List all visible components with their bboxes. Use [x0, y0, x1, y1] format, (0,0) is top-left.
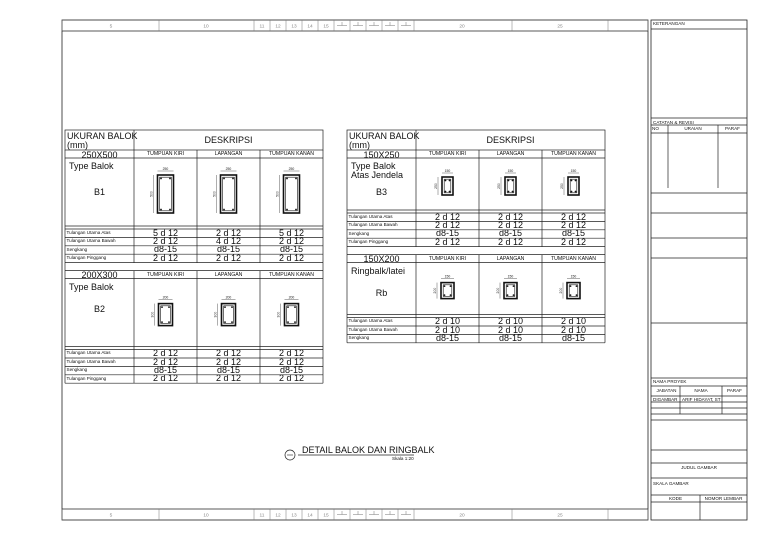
ruler-top-label-20: 20	[459, 24, 465, 30]
cell-value: 2 d 12	[560, 219, 587, 230]
cell-value: 5 d 12	[278, 227, 305, 238]
cell-value: 2 d 12	[152, 252, 179, 263]
cell-value: d8-15	[435, 228, 460, 239]
size-label: UKURAN BALOK (mm)	[349, 130, 420, 150]
rebar-dot	[450, 294, 452, 296]
beam-section-B1-2	[276, 167, 300, 213]
ruler-top-label-25: 25	[557, 24, 563, 30]
beam-type-Rb: Ringbalk/latei	[351, 265, 406, 276]
cell-value: 2 d 12	[497, 211, 524, 222]
dim-width-label: 200	[288, 295, 295, 300]
rebar-dot	[224, 306, 226, 308]
ruler-top-label-10: 10	[203, 24, 209, 30]
detail-scale: Skala 1:20	[392, 456, 414, 461]
cell-value: 2 d 12	[560, 211, 587, 222]
row-label: Tulangan Pinggang	[348, 239, 389, 244]
ruler-bottom-label-10: 10	[203, 513, 209, 519]
rebar-dot	[161, 306, 163, 308]
cell-value: d8-15	[279, 244, 304, 255]
dim-width-label: 150	[444, 274, 451, 279]
cell-value: 2 d 10	[434, 324, 461, 335]
col-header-1: LAPANGAN	[496, 255, 525, 262]
tb-sheet-title-label: JUDUL GAMBAR	[681, 464, 717, 470]
tb-sign-col-sign: PARAF	[727, 387, 742, 393]
tb-sign-col-role: JABATAN	[656, 387, 677, 393]
cell-value: 2 d 12	[278, 373, 305, 384]
rebar-dot	[169, 178, 171, 180]
rebar-dot	[576, 285, 578, 287]
cell-value: 2 d 10	[497, 324, 524, 335]
row-label: Tulangan Utama Bawah	[348, 326, 398, 332]
cell-value: d8-15	[498, 228, 523, 239]
rebar-dot	[286, 209, 288, 211]
cell-value: d8-15	[561, 228, 586, 239]
cell-value: d8-15	[279, 364, 304, 375]
beam-type-B2: Type Balok	[69, 281, 114, 292]
rebar-dot	[169, 209, 171, 211]
rebar-dot	[160, 209, 162, 211]
tb-code-label: KODE	[668, 496, 683, 501]
cell-value: d8-15	[153, 364, 178, 375]
cell-value: 2 d 12	[434, 211, 461, 222]
rebar-dot	[444, 285, 446, 287]
cell-value: d8-15	[435, 332, 460, 343]
cell-value: 2 d 12	[497, 236, 524, 247]
rebar-dot	[570, 294, 572, 296]
cell-value: 2 d 12	[215, 252, 242, 263]
beam-code-B1: B1	[93, 187, 105, 197]
ruler-bottom-label-12: 12	[275, 513, 281, 519]
cell-value: 2 d 12	[434, 236, 461, 247]
col-header-1: LAPANGAN	[214, 271, 243, 278]
col-header-2: TUMPUAN KANAN	[269, 271, 314, 278]
cell-value: 2 d 12	[278, 235, 305, 246]
cell-value: 2 d 12	[278, 348, 305, 359]
dim-height-label: 200	[559, 287, 563, 294]
cell-value: 2 d 12	[215, 227, 242, 238]
ruler-top-label-14: 14	[307, 24, 313, 30]
col-header-0: TUMPUAN KIRI	[428, 151, 467, 157]
row-label: Sengkang	[348, 230, 370, 236]
rebar-dot	[507, 294, 509, 296]
dim-width-label: 250	[162, 166, 169, 171]
tb-sign-col-name: NAMA	[694, 387, 708, 393]
rebar-dot	[445, 180, 447, 182]
rebar-dot	[223, 178, 225, 180]
titleblock-border	[651, 20, 747, 520]
description-header: DESKRIPSI	[204, 135, 253, 145]
tb-rev-col-desc: URAIAN	[684, 125, 702, 131]
dim-height-label: 500	[212, 191, 217, 197]
col-header-2: TUMPUAN KANAN	[269, 151, 314, 157]
beam-section-B3-0	[434, 169, 453, 195]
cell-value: 2 d 12	[278, 356, 305, 367]
rebar-dot	[575, 180, 577, 182]
rebar-dot	[512, 180, 514, 182]
rebar-dot	[575, 191, 577, 193]
row-label: Tulangan Pinggang	[66, 375, 107, 381]
row-label: Tulangan Utama Atas	[348, 318, 393, 324]
cell-value: d8-15	[153, 244, 178, 255]
beam-code-B2: B2	[93, 303, 105, 314]
dim-height-label: 250	[560, 183, 564, 189]
ruler-bottom-label-14: 14	[307, 513, 313, 519]
cell-value: 2 d 12	[215, 373, 242, 384]
tb-sign-name: ARIF HIDAYAT, ST	[682, 396, 721, 402]
tb-sheet-number-label: NOMOR LEMBAR	[704, 496, 743, 501]
rebar-dot	[294, 321, 296, 323]
rebar-dot	[294, 306, 296, 308]
row-label: Tulangan Utama Atas	[348, 213, 393, 219]
dim-height-label: 500	[275, 191, 280, 197]
row-label: Tulangan Utama Bawah	[348, 222, 398, 228]
rebar-dot	[295, 178, 297, 180]
beam-size-B1: 250X500	[81, 149, 118, 160]
dim-width-label: 250	[288, 166, 295, 171]
beam-section-B1-0	[150, 167, 174, 213]
dim-width-label: 150	[444, 168, 451, 173]
dim-width-label: 150	[570, 168, 577, 173]
rebar-dot	[168, 306, 170, 308]
col-header-2: TUMPUAN KANAN	[551, 151, 596, 157]
dim-width-label: 200	[162, 295, 169, 300]
rebar-dot	[161, 321, 163, 323]
row-label: Sengkang	[66, 367, 88, 373]
row-label: Tulangan Utama Atas	[66, 229, 111, 235]
ruler-top-label-5: 5	[109, 24, 113, 30]
size-label: UKURAN BALOK (mm)	[67, 130, 138, 150]
ruler-bottom-label-11: 11	[259, 513, 265, 519]
rebar-dot	[231, 321, 233, 323]
tb-top-label: KETERANGAN	[653, 21, 685, 26]
rebar-dot	[232, 178, 234, 180]
dim-height-label: 250	[497, 183, 501, 189]
dim-width-label: 150	[570, 274, 577, 279]
cell-value: d8-15	[561, 332, 586, 343]
ruler-bottom-label-13: 13	[291, 513, 297, 519]
rebar-dot	[287, 306, 289, 308]
rebar-dot	[570, 285, 572, 287]
rebar-dot	[508, 180, 510, 182]
rebar-dot	[168, 321, 170, 323]
rebar-dot	[571, 191, 573, 193]
tb-project-label: NAMA PROYEK	[653, 379, 687, 384]
rebar-dot	[160, 178, 162, 180]
dim-height-label: 500	[149, 191, 154, 197]
dim-height-label: 300	[150, 311, 155, 318]
beam-section-B2-0	[151, 295, 173, 325]
row-label: Tulangan Utama Bawah	[66, 358, 116, 364]
tb-rev-col-sign: PARAF	[725, 125, 740, 131]
ruler-top-label-11: 11	[259, 24, 265, 30]
cell-value: 2 d 12	[434, 219, 461, 230]
rebar-dot	[295, 209, 297, 211]
beam-size-Rb: 150X200	[363, 254, 400, 265]
rebar-dot	[507, 285, 509, 287]
row-label: Tulangan Utama Bawah	[66, 238, 116, 244]
section-outline	[505, 177, 516, 195]
description-header: DESKRIPSI	[486, 135, 535, 145]
beam-section-B2-2	[277, 295, 299, 325]
rebar-dot	[223, 209, 225, 211]
ruler-bottom-label-25: 25	[557, 513, 563, 519]
section-outline	[442, 177, 453, 195]
cell-value: 2 d 12	[497, 219, 524, 230]
cell-value: 2 d 10	[560, 316, 587, 327]
col-header-2: TUMPUAN KANAN	[551, 255, 596, 262]
cell-value: 2 d 10	[560, 324, 587, 335]
cell-value: 4 d 12	[215, 235, 242, 246]
rebar-dot	[576, 294, 578, 296]
title-block	[651, 29, 747, 520]
col-header-0: TUMPUAN KIRI	[146, 151, 185, 157]
cell-value: 2 d 10	[434, 316, 461, 327]
beam-size-B3: 150X250	[363, 149, 400, 160]
col-header-0: TUMPUAN KIRI	[428, 255, 467, 262]
rebar-dot	[444, 294, 446, 296]
rebar-dot	[224, 321, 226, 323]
cell-value: d8-15	[216, 244, 241, 255]
dim-height-label: 300	[276, 311, 281, 318]
beam-size-B2: 200X300	[81, 270, 118, 281]
tb-rev-col-no: NO	[652, 125, 659, 131]
beam-code-Rb: Rb	[375, 287, 388, 298]
rebar-dot	[287, 321, 289, 323]
cell-value: 2 d 12	[152, 235, 179, 246]
dim-width-label: 200	[225, 295, 232, 300]
tb-scale-label: SKALA GAMBAR	[653, 481, 689, 486]
beam-section-Rb-1	[496, 274, 517, 298]
ruler-bottom-label-20: 20	[459, 513, 465, 519]
beam-type-B3: Type Balok Atas Jendela	[351, 161, 404, 180]
ruler-bottom-label-15: 15	[323, 513, 329, 519]
beam-code-B3: B3	[375, 187, 387, 197]
ruler-top-label-13: 13	[291, 24, 297, 30]
cell-value: d8-15	[216, 364, 241, 375]
ruler-top-label-15: 15	[323, 24, 329, 30]
dim-width-label: 150	[507, 168, 514, 173]
dim-height-label: 300	[213, 311, 218, 318]
rebar-dot	[449, 191, 451, 193]
beam-section-B1-1	[213, 167, 237, 213]
rebar-dot	[449, 180, 451, 182]
cell-value: 5 d 12	[152, 227, 179, 238]
rebar-dot	[513, 294, 515, 296]
tb-sign-role: DIGAMBAR	[653, 396, 678, 402]
rebar-dot	[513, 285, 515, 287]
dim-height-label: 200	[496, 287, 500, 294]
rebar-dot	[231, 306, 233, 308]
rebar-dot	[512, 191, 514, 193]
row-label: Tulangan Utama Atas	[66, 350, 111, 356]
ruler-top	[62, 20, 648, 31]
tb-revision-label: CATATAN & REVISI	[653, 120, 694, 125]
beam-section-Rb-0	[433, 274, 454, 298]
rebar-dot	[508, 191, 510, 193]
rebar-dot	[232, 209, 234, 211]
dim-height-label: 250	[434, 183, 438, 189]
ruler-bottom-label-5: 5	[109, 513, 113, 519]
dim-height-label: 200	[433, 287, 437, 294]
cell-value: 2 d 12	[152, 348, 179, 359]
dim-width-label: 150	[507, 274, 514, 279]
section-outline	[568, 177, 579, 195]
col-header-1: LAPANGAN	[496, 151, 525, 157]
ruler-bottom	[62, 509, 648, 520]
beam-section-Rb-2	[559, 274, 580, 298]
rebar-dot	[445, 191, 447, 193]
cell-value: 2 d 12	[278, 252, 305, 263]
detail-title: DETAIL BALOK DAN RINGBALK	[302, 445, 435, 455]
rebar-dot	[450, 285, 452, 287]
rebar-dot	[286, 178, 288, 180]
cell-value: 2 d 12	[152, 356, 179, 367]
beam-type-B1: Type Balok	[69, 161, 114, 171]
ruler-top-label-12: 12	[275, 24, 281, 30]
cell-value: 2 d 12	[215, 348, 242, 359]
cell-value: 2 d 10	[497, 316, 524, 327]
row-label: Sengkang	[66, 246, 88, 252]
rebar-dot	[571, 180, 573, 182]
beam-section-B3-1	[497, 169, 516, 195]
beam-section-B3-2	[560, 169, 579, 195]
cell-value: 2 d 12	[152, 373, 179, 384]
cell-value: 2 d 12	[560, 236, 587, 247]
dim-width-label: 250	[225, 166, 232, 171]
cell-value: d8-15	[498, 332, 523, 343]
col-header-0: TUMPUAN KIRI	[146, 271, 185, 278]
cell-value: 2 d 12	[215, 356, 242, 367]
row-label: Sengkang	[348, 335, 370, 341]
beam-section-B2-1	[214, 295, 236, 325]
col-header-1: LAPANGAN	[214, 151, 243, 157]
row-label: Tulangan Pinggang	[66, 255, 107, 260]
